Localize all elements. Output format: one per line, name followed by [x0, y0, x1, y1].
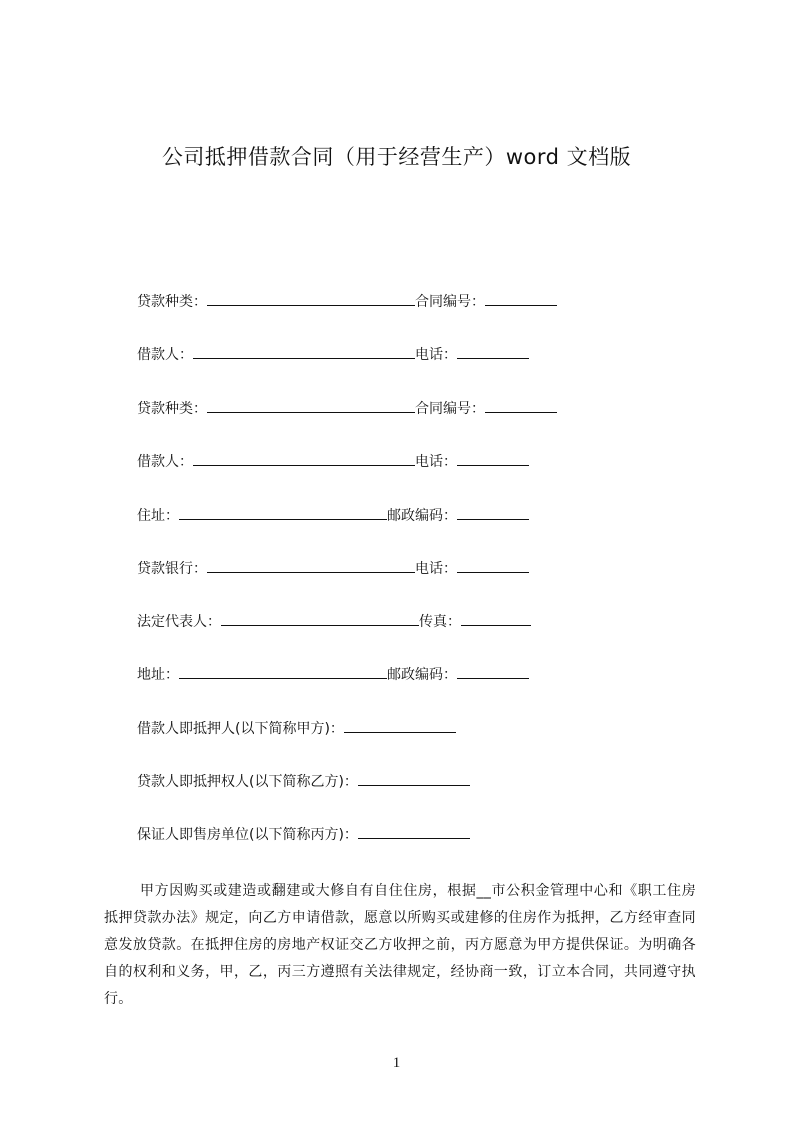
- field-label: 法定代表人：: [137, 614, 221, 630]
- field-blank[interactable]: [461, 611, 531, 626]
- field-blank[interactable]: [193, 344, 415, 359]
- field-label-secondary: 邮政编码：: [387, 508, 457, 524]
- field-address: [137, 505, 529, 526]
- field-party-a: [137, 718, 456, 739]
- contract-preamble: 甲方因购买或建造或翻建或大修自有自住住房，根据__市公积金管理中心和《职工住房抵押贷款办法》规定，向乙方申请借款，愿意以所购买或建修的住房作为抵押，乙方经审查同意发放贷款。在抵押住房的房地产权证交乙方收押之前，丙方愿意为甲方提供保证。为明确各自的权利和义务，甲，乙，丙三方遵照有关法律规定，经协商一致，订立本合同，共同遵守执行。: [104, 883, 696, 1007]
- field-blank[interactable]: [344, 718, 456, 733]
- field-label-secondary: 合同编号：: [415, 401, 485, 417]
- field-label: 保证人即售房单位(以下简称丙方)：: [137, 827, 358, 843]
- field-blank[interactable]: [358, 771, 470, 786]
- field-loan-type: [137, 291, 557, 312]
- field-label: 贷款种类：: [137, 401, 207, 417]
- field-party-c: [137, 824, 470, 845]
- field-borrower: [137, 344, 529, 365]
- field-label-secondary: 传真：: [419, 614, 461, 630]
- field-blank[interactable]: [193, 451, 415, 466]
- field-blank[interactable]: [457, 505, 529, 520]
- field-blank[interactable]: [207, 291, 415, 306]
- field-blank[interactable]: [179, 505, 387, 520]
- field-label-secondary: 合同编号：: [415, 294, 485, 310]
- field-lending-bank: [137, 558, 529, 579]
- field-label: 借款人即抵押人(以下简称甲方)：: [137, 721, 344, 737]
- field-label: 借款人：: [137, 454, 193, 470]
- field-label: 贷款种类：: [137, 294, 207, 310]
- field-blank[interactable]: [457, 664, 529, 679]
- field-label-secondary: 电话：: [415, 454, 457, 470]
- field-label: 贷款银行：: [137, 561, 207, 577]
- field-blank[interactable]: [207, 398, 415, 413]
- field-label-secondary: 电话：: [415, 347, 457, 363]
- field-party-b: [137, 771, 470, 792]
- field-label: 借款人：: [137, 347, 193, 363]
- field-blank[interactable]: [457, 558, 529, 573]
- field-label: 地址：: [137, 667, 179, 683]
- document-title: 公司抵押借款合同（用于经营生产）word 文档版: [161, 145, 632, 169]
- field-address: [137, 664, 529, 685]
- field-blank[interactable]: [457, 451, 529, 466]
- page-number: 1: [392, 1055, 401, 1071]
- field-blank[interactable]: [358, 824, 470, 839]
- field-label-secondary: 邮政编码：: [387, 667, 457, 683]
- field-loan-type: [137, 398, 557, 419]
- field-borrower: [137, 451, 529, 472]
- field-label-secondary: 电话：: [415, 561, 457, 577]
- field-blank[interactable]: [457, 344, 529, 359]
- field-blank[interactable]: [207, 558, 415, 573]
- field-blank[interactable]: [485, 291, 557, 306]
- field-blank[interactable]: [485, 398, 557, 413]
- field-blank[interactable]: [221, 611, 419, 626]
- field-label: 住址：: [137, 508, 179, 524]
- field-legal-representative: [137, 611, 531, 632]
- field-label: 贷款人即抵押权人(以下简称乙方)：: [137, 774, 358, 790]
- field-blank[interactable]: [179, 664, 387, 679]
